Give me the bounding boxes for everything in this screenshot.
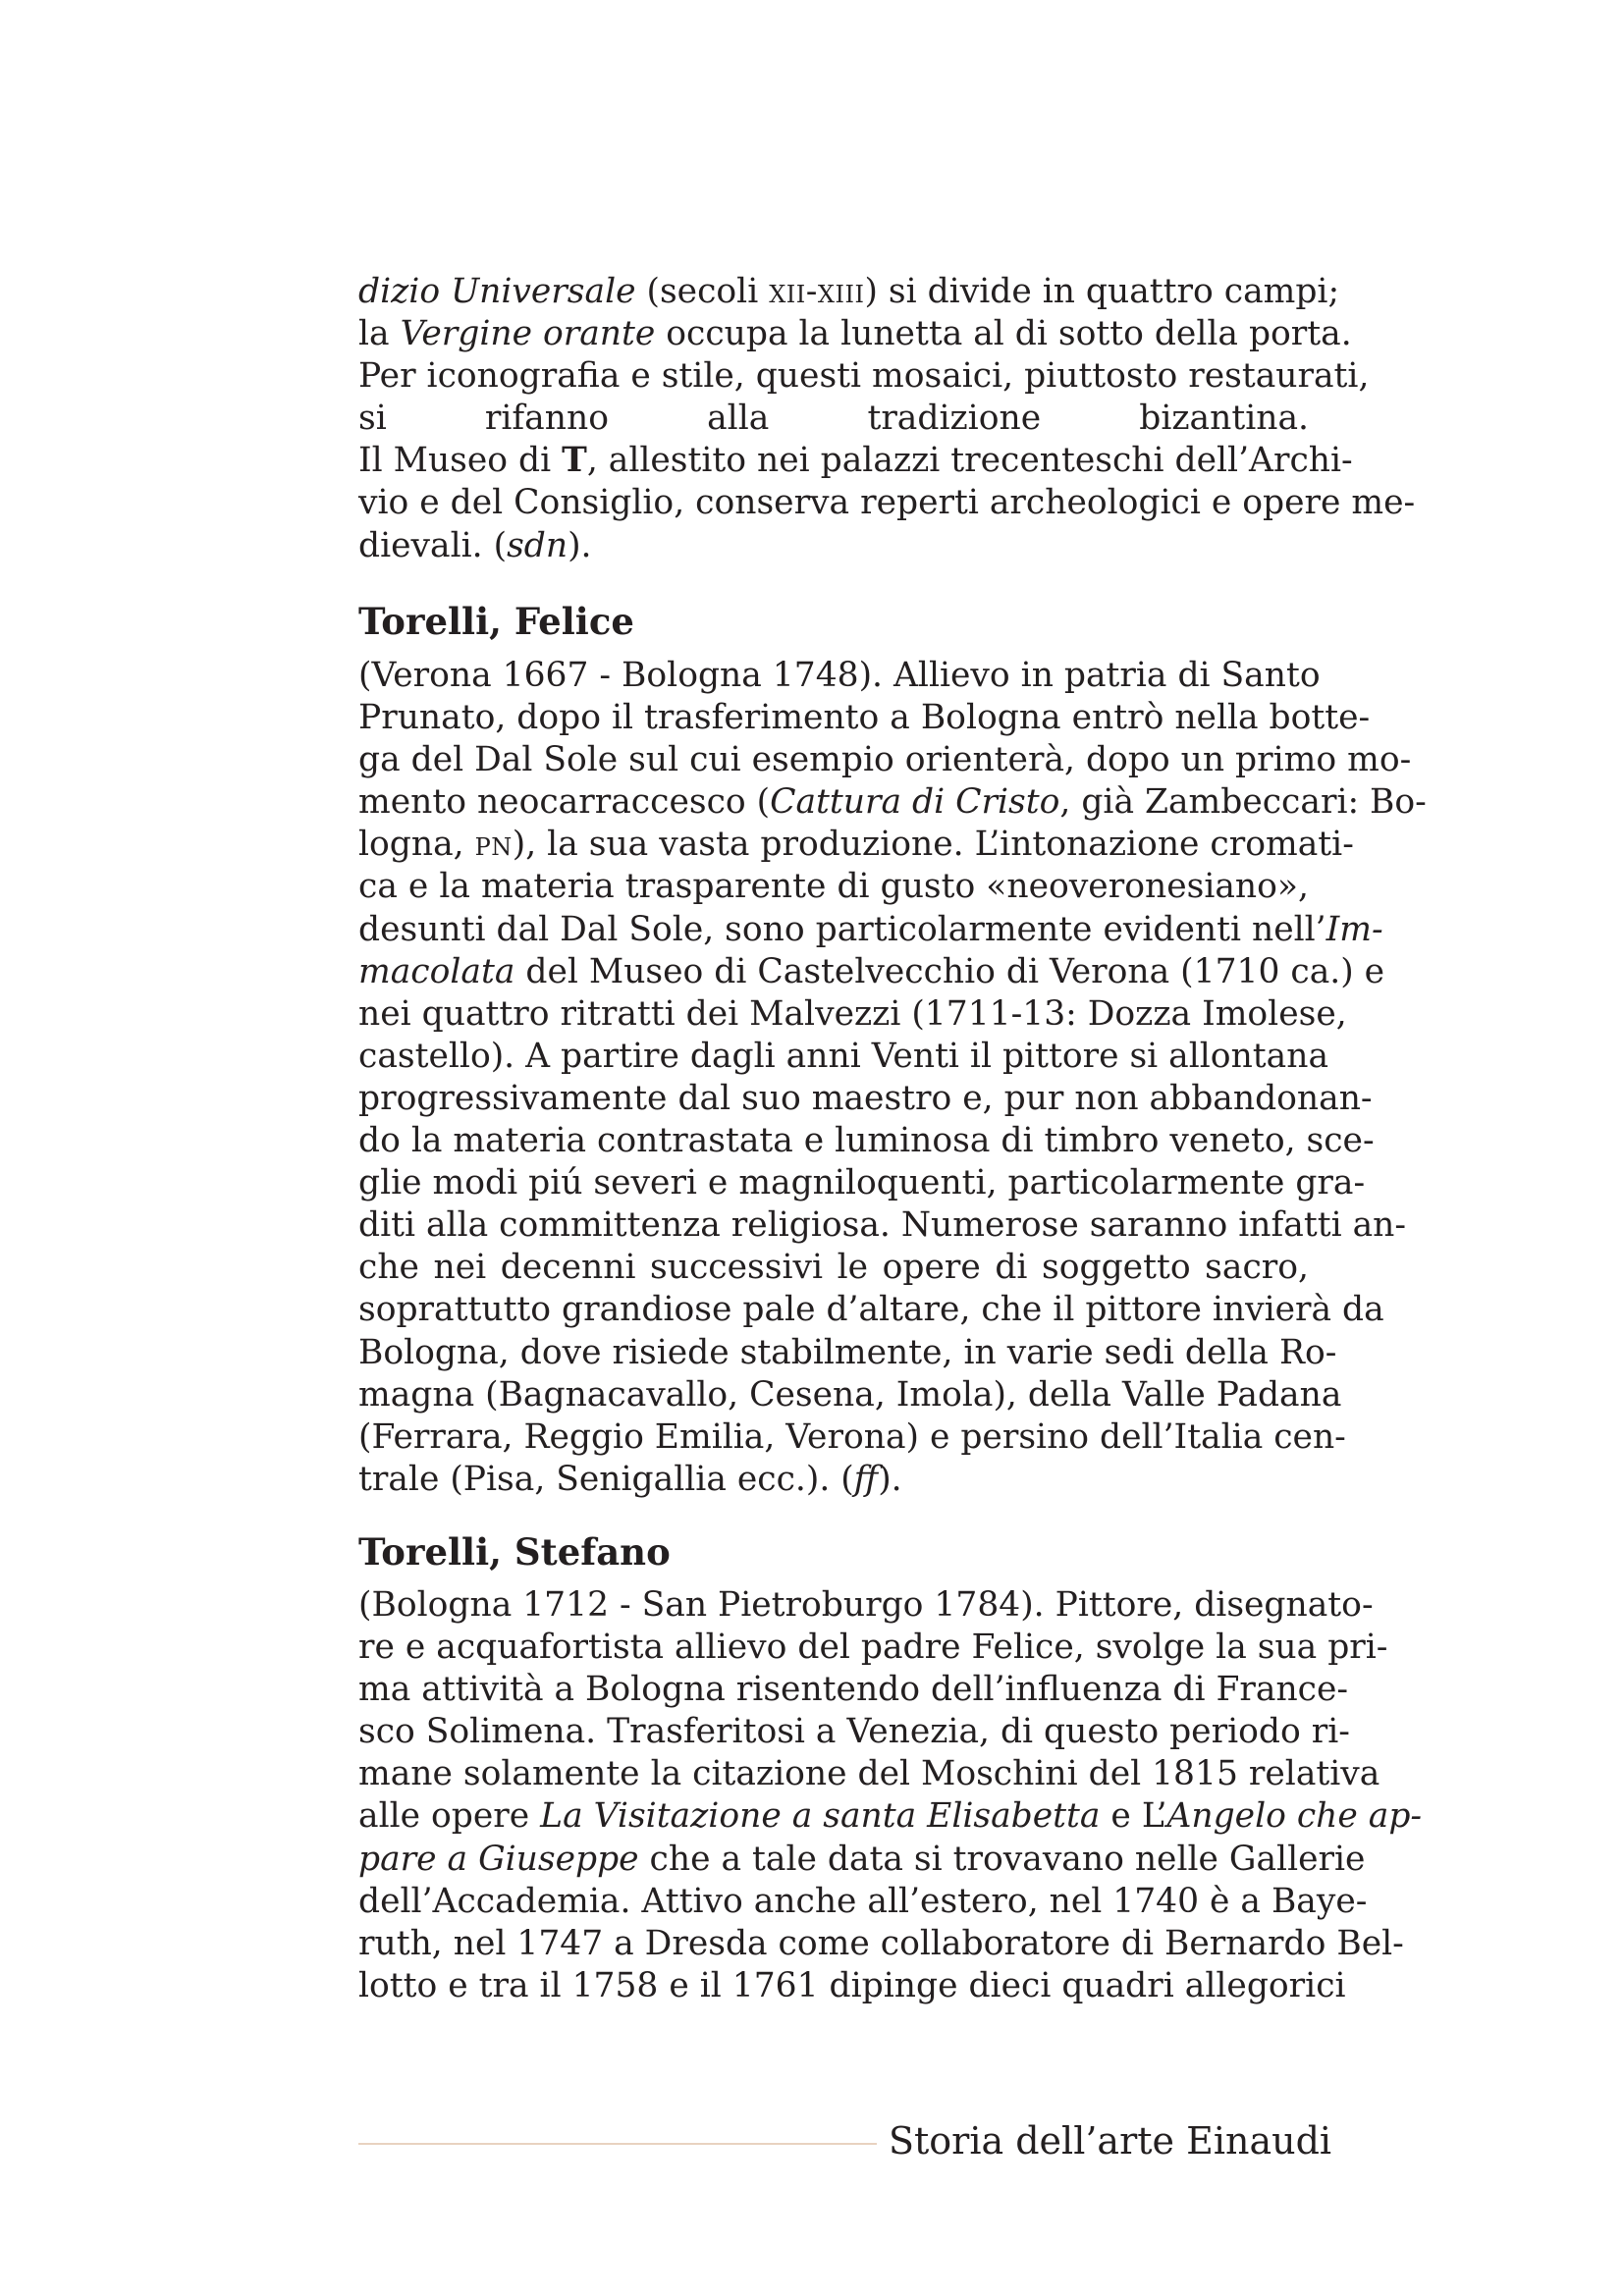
torelli-stefano-line: dell’Accademia. Attivo anche all’estero, nel 1740 è a Baye- bbox=[358, 1881, 1368, 1921]
torelli-felice-line: castello). A partire dagli anni Venti il pittore si allontana bbox=[358, 1036, 1329, 1076]
entry-body-torelli-felice bbox=[358, 655, 1427, 1501]
torelli-felice-line: diti alla committenza religiosa. Numerose saranno infatti an- bbox=[358, 1205, 1407, 1246]
torelli-stefano-line: alle opere La Visitazione a santa Elisabetta e L’Angelo che ap- bbox=[358, 1796, 1423, 1837]
footer-rule bbox=[358, 2143, 877, 2145]
torelli-stefano-line: mane solamente la citazione del Moschini del 1815 relativa bbox=[358, 1754, 1380, 1794]
torelli-stefano-line: (Bologna 1712 - San Pietroburgo 1784). Pittore, disegnato- bbox=[358, 1585, 1374, 1625]
entry-heading-torelli-stefano: Torelli, Stefano bbox=[358, 1530, 671, 1574]
torelli-felice-line: ca e la materia trasparente di gusto «neoveronesiano», bbox=[358, 867, 1309, 907]
intro-paragraph bbox=[358, 271, 1416, 567]
torelli-felice-line: glie modi piú severi e magniloquenti, particolarmente gra- bbox=[358, 1163, 1366, 1203]
torelli-felice-line: logna, pn), la sua vasta produzione. L’intonazione cromati- bbox=[358, 825, 1354, 865]
intro-line: Il Museo di T, allestito nei palazzi trecenteschi dell’Archi- bbox=[358, 441, 1353, 481]
torelli-felice-line: (Ferrara, Reggio Emilia, Verona) e persino dell’Italia cen- bbox=[358, 1416, 1346, 1457]
intro-line: dievali. (sdn). bbox=[358, 525, 592, 565]
torelli-felice-line: Prunato, dopo il trasferimento a Bologna entrò nella botte- bbox=[358, 698, 1371, 738]
torelli-felice-line: mento neocarraccesco (Cattura di Cristo, già Zambeccari: Bo- bbox=[358, 782, 1427, 823]
torelli-felice-line: trale (Pisa, Senigallia ecc.). (ff). bbox=[358, 1459, 902, 1499]
torelli-felice-line: nei quattro ritratti dei Malvezzi (1711-13: Dozza Imolese, bbox=[358, 993, 1347, 1034]
intro-line: vio e del Consiglio, conserva reperti archeologici e opere me- bbox=[358, 483, 1416, 523]
torelli-stefano-line: re e acquafortista allievo del padre Felice, svolge la sua pri- bbox=[358, 1628, 1388, 1668]
torelli-stefano-line: ruth, nel 1747 a Dresda come collaboratore di Bernardo Bel- bbox=[358, 1923, 1404, 1963]
intro-line: la Vergine orante occupa la lunetta al di sotto della porta. bbox=[358, 314, 1352, 354]
intro-line: Per iconografia e stile, questi mosaici, piuttosto restaurati, bbox=[358, 356, 1370, 397]
intro-line: si rifanno alla tradizione bizantina. bbox=[358, 399, 1309, 439]
torelli-felice-line: macolata del Museo di Castelvecchio di Verona (1710 ca.) e bbox=[358, 951, 1385, 991]
torelli-stefano-line: pare a Giuseppe che a tale data si trovavano nelle Gallerie bbox=[358, 1839, 1366, 1879]
torelli-stefano-line: ma attività a Bologna risentendo dell’influenza di France- bbox=[358, 1670, 1349, 1710]
torelli-felice-line: desunti dal Dal Sole, sono particolarmente evidenti nell’Im- bbox=[358, 909, 1383, 949]
torelli-felice-line: do la materia contrastata e luminosa di timbro veneto, sce- bbox=[358, 1121, 1375, 1161]
entry-body-torelli-stefano bbox=[358, 1584, 1423, 2007]
torelli-felice-line: progressivamente dal suo maestro e, pur non abbandonan- bbox=[358, 1078, 1373, 1118]
torelli-felice-line: soprattutto grandiose pale d’altare, che il pittore invierà da bbox=[358, 1290, 1384, 1330]
torelli-felice-line: Bologna, dove risiede stabilmente, in varie sedi della Ro- bbox=[358, 1332, 1337, 1372]
torelli-felice-line: ga del Dal Sole sul cui esempio orienterà, dopo un primo mo- bbox=[358, 740, 1412, 780]
torelli-felice-line: che nei decenni successivi le opere di soggetto sacro, bbox=[358, 1248, 1309, 1288]
torelli-felice-line: (Verona 1667 - Bologna 1748). Allievo in patria di Santo bbox=[358, 656, 1321, 695]
torelli-stefano-line: lotto e tra il 1758 e il 1761 dipinge dieci quadri allegorici bbox=[358, 1965, 1346, 2005]
torelli-stefano-line: sco Solimena. Trasferitosi a Venezia, di questo periodo ri- bbox=[358, 1712, 1350, 1752]
intro-line: dizio Universale (secoli xii-xiii) si divide in quattro campi; bbox=[358, 272, 1340, 311]
footer-title: Storia dell’arte Einaudi bbox=[889, 2119, 1332, 2163]
entry-heading-torelli-felice: Torelli, Felice bbox=[358, 600, 634, 643]
torelli-felice-line: magna (Bagnacavallo, Cesena, Imola), della Valle Padana bbox=[358, 1374, 1342, 1415]
